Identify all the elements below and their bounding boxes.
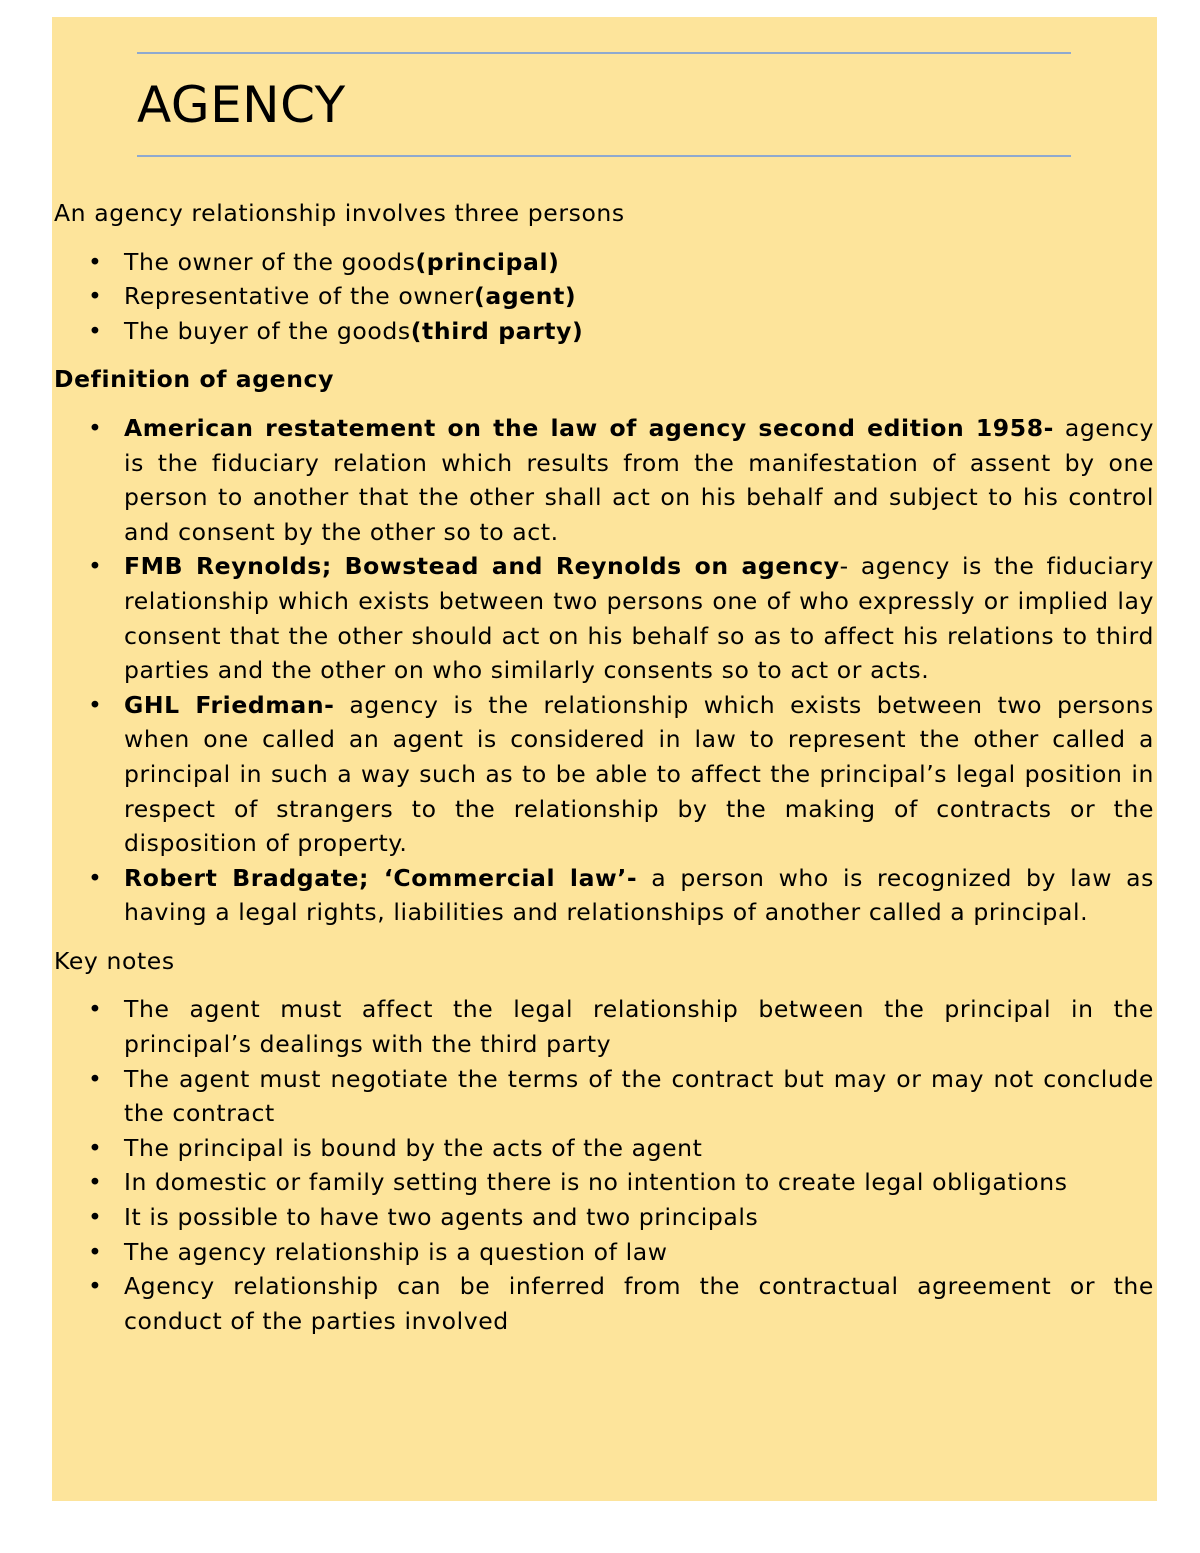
intro-paragraph: An agency relationship involves three persons (54, 199, 625, 227)
list-item (88, 279, 1154, 314)
list-item (88, 861, 1154, 930)
definition-source: American restatement on the law of agency second edition 1958- (124, 413, 1055, 442)
definition-text: a person who is recognized by law as having a legal rights, liabilities and relationships of another called a principal. (124, 863, 1154, 927)
key-note-text: The agent must negotiate the terms of the contract but may or may not conclude the contract (124, 1064, 1154, 1128)
list-item (88, 1200, 1154, 1235)
bullet-icon: • (88, 282, 103, 311)
key-note-text: The agency relationship is a question of law (124, 1237, 668, 1266)
bullet-icon: • (88, 247, 103, 276)
document-body (54, 196, 1154, 1352)
bullet-icon: • (88, 863, 103, 892)
title-top-rule (137, 52, 1071, 54)
list-item (88, 245, 1154, 280)
key-note-text: It is possible to have two agents and two principals (124, 1203, 759, 1232)
bullet-icon: • (88, 1133, 103, 1162)
list-item-bold-text: (third party) (410, 316, 584, 345)
list-item (88, 411, 1154, 549)
bullet-icon: • (88, 316, 103, 345)
list-item-bold-text: (principal) (415, 247, 560, 276)
list-item (88, 1235, 1154, 1270)
list-item (88, 314, 1154, 349)
key-notes-heading: Key notes (54, 946, 175, 975)
list-item (88, 1269, 1154, 1338)
bullet-icon: • (88, 552, 103, 581)
bullet-icon: • (88, 690, 103, 719)
list-item (88, 549, 1154, 687)
list-item (88, 1165, 1154, 1200)
bullet-icon: • (88, 1272, 103, 1301)
definition-text: agency is the relationship which exists between two persons when one called an agent is considered in law to represent the other called a principal in such a way such as to be able to affect the principal’s legal position in respect of strangers to the relationship by the making of contracts or the disposition of property. (124, 690, 1155, 858)
document-title: AGENCY (137, 76, 346, 134)
list-item (88, 1131, 1154, 1166)
definition-list (54, 411, 1154, 930)
bullet-icon: • (88, 1064, 103, 1093)
bullet-icon: • (88, 413, 103, 442)
key-note-text: The principal is bound by the acts of the agent (124, 1133, 703, 1162)
list-item-text: The buyer of the goods (124, 316, 411, 345)
key-note-text: Agency relationship can be inferred from the contractual agreement or the conduct of the parties involved (124, 1272, 1154, 1335)
list-item-text: Representative of the owner (124, 282, 475, 311)
title-bottom-rule (137, 155, 1071, 157)
document-page (52, 17, 1157, 1501)
bullet-icon: • (88, 1168, 103, 1197)
definition-heading: Definition of agency (54, 365, 335, 394)
bullet-icon: • (88, 1237, 103, 1266)
key-notes-list (54, 992, 1154, 1338)
bullet-icon: • (88, 995, 103, 1024)
list-item (88, 1062, 1154, 1131)
definition-source: GHL Friedman- (124, 690, 335, 719)
list-item (88, 688, 1155, 861)
intro-list (54, 245, 1154, 349)
list-item-bold-text: (agent) (474, 282, 577, 311)
key-note-text: The agent must affect the legal relationship between the principal in the principal’s dealings with the third party (124, 995, 1154, 1059)
definition-source: FMB Reynolds; Bowstead and Reynolds on agency (124, 552, 840, 581)
definition-text: - agency is the fiduciary relationship which exists between two persons one of who expressly or implied lay consent that the other should act on his behalf so as to affect his relations to third parties and the other on who similarly consents so to act or acts. (124, 552, 1154, 685)
definition-text: agency is the fiduciary relation which results from the manifestation of assent by one person to another that the other shall act on his behalf and subject to his control and consent by the other so to act. (124, 413, 1154, 546)
list-item (88, 992, 1154, 1061)
key-note-text: In domestic or family setting there is no intention to create legal obligations (124, 1168, 1068, 1197)
list-item-text: The owner of the goods (124, 247, 416, 276)
bullet-icon: • (88, 1203, 103, 1232)
definition-source: Robert Bradgate; ‘Commercial law’- (124, 863, 638, 892)
